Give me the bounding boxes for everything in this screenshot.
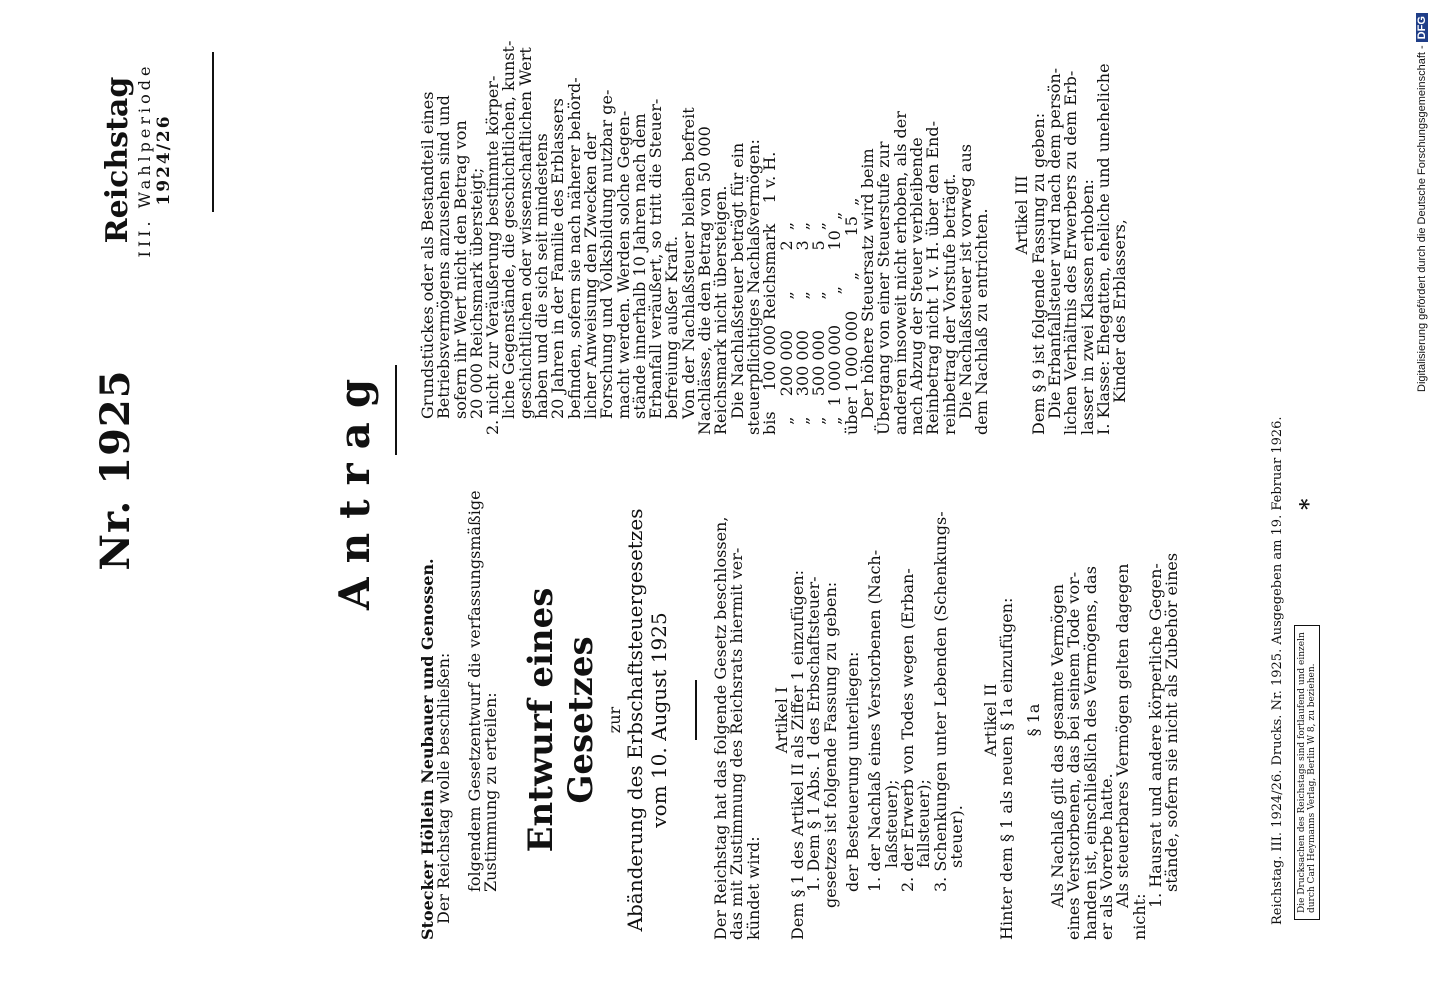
list-line: fallsteuer); <box>914 779 934 868</box>
paragraph-line: sofern ihr Wert nicht den Betrag von <box>450 120 470 419</box>
paragraph-line: eines Verstorbenen, das bei seinem Tode vor- <box>1064 571 1084 940</box>
paragraph-line: Die Erbanfallsteuer wird nach dem persön- <box>1044 67 1064 419</box>
period-years: 1924/26 <box>154 114 174 206</box>
list-line: befinden, sofern sie nach näherer behörd- <box>564 77 584 419</box>
paragraph-line: Reinbetrag nicht 1 v. H. über den End- <box>923 121 943 435</box>
tax-table-row: über 1 000 000 „ 15 „ <box>841 197 861 435</box>
paragraph-line: 20 000 Reichsmark übersteigt; <box>466 167 486 419</box>
left-column <box>418 490 1182 940</box>
list-line: steuer). <box>946 805 966 868</box>
paragraph-line: das mit Zustimmung des Reichsrats hiermit ver- <box>727 547 747 940</box>
list-line: laßsteuer); <box>881 779 901 868</box>
paragraph-line: lichen Verhältnis des Erwerbers zu dem Erb- <box>1061 70 1081 435</box>
paragraph-line: steuerpflichtiges Nachlaßvermögen: <box>743 139 763 435</box>
list-line: I. Klasse: Ehegatten, eheliche und uneheliche <box>1093 63 1113 435</box>
paragraph-line: Von der Nachlaßsteuer bleiben befreit <box>678 107 698 419</box>
separator-rule <box>695 680 697 740</box>
header-rule <box>212 52 214 212</box>
article-heading: Artikel I <box>771 686 791 754</box>
list-line: Forschung und Volksbildung nutzbar ge- <box>597 89 617 419</box>
digitization-text: Digitalisierung gefördert durch die Deutsche Forschungsgemeinschaft - <box>1416 45 1428 392</box>
section-heading: § 1a <box>1023 703 1043 737</box>
list-line: macht werden. Werden solche Gegen- <box>613 110 633 419</box>
paragraph-line: nach Abzug der Steuer verbleibende <box>906 137 926 435</box>
paragraph-line: anderen insoweit nicht erhoben, als der <box>890 111 910 435</box>
wahlperiode: III. Wahlperiode <box>135 62 154 258</box>
paragraph-line: reinbetrag der Vorstufe beträgt. <box>939 173 959 435</box>
tax-table-row: „ 1 000 000 „ 10 „ <box>825 211 845 435</box>
publisher-line: durch Carl Heymanns Verlag, Berlin W 8, zu beziehen. <box>1307 663 1317 913</box>
list-line: befreiung außer Kraft. <box>662 235 682 419</box>
right-column <box>420 0 1128 435</box>
reichstag-header <box>100 55 174 265</box>
list-line: 1. Hausrat und andere körperliche Gegen- <box>1145 563 1165 908</box>
paragraph-line: Nachlässe, die den Betrag von 50 000 <box>695 126 715 435</box>
paragraph-line: dem Nachlaß zu entrichten. <box>972 208 992 435</box>
publisher-line: Die Drucksachen des Reichstags sind fortlaufend und einzeln <box>1297 632 1307 913</box>
law-title: Entwurf eines Gesetzes <box>521 587 602 853</box>
footer-asterisk: * <box>1296 498 1322 510</box>
list-line: Erbanfall veräußert, so tritt die Steuer- <box>646 98 666 419</box>
paragraph-line: Als Nachlaß gilt das gesamte Vermögen <box>1048 584 1068 908</box>
paragraph-line: Der Reichstag wolle beschließen: <box>434 652 454 924</box>
paragraph-line: Als steuerbares Vermögen gelten dagegen <box>1113 563 1133 908</box>
applicants: Stoecker Höllein Neubauer und Genossen. <box>418 558 437 940</box>
paragraph-line: handen ist, einschließlich des Vermögens, das <box>1080 566 1100 940</box>
paragraph-line: Betriebsvermögens anzusehen sind und <box>434 95 454 419</box>
paragraph-line: kündet wird: <box>743 836 763 940</box>
tax-table-row: „ 300 000 „ 3 „ <box>792 221 812 435</box>
list-line: licher Anweisung den Zwecken der <box>580 132 600 419</box>
paragraph-line: Hinter dem § 1 als neuen § 1a einzufügen: <box>997 597 1017 940</box>
paragraph-line: Die Nachlaßsteuer ist vorweg aus <box>955 144 975 419</box>
tax-table-row: „ 500 000 „ 5 „ <box>809 221 829 435</box>
list-line: haben und die sich seit mindestens <box>532 133 552 419</box>
paragraph-line: gesetzes ist folgende Fassung zu geben: <box>820 581 840 908</box>
footer-line: Reichstag. III. 1924/26. Drucks. Nr. 1925. Ausgegeben am 19. Februar 1926. <box>1270 416 1285 925</box>
digitization-note <box>1416 13 1428 392</box>
paragraph-line: Der höhere Steuersatz wird beim <box>858 148 878 419</box>
document-number: Nr. 1925 <box>92 369 139 571</box>
antrag-rule <box>395 365 397 455</box>
publisher-box <box>1294 625 1320 920</box>
paragraph-line: folgendem Gesetzentwurf die verfassungsmäßige <box>464 490 484 892</box>
dfg-logo: DFG <box>1416 13 1428 42</box>
list-line: stände innerhalb 10 Jahren nach dem <box>629 113 649 419</box>
paragraph-line: Grundstückes oder als Bestandteil eines <box>418 91 437 419</box>
list-line: 2. der Erwerb von Todes wegen (Erban- <box>897 568 917 892</box>
document-type: Antrag <box>330 364 379 610</box>
paragraph-line: Zustimmung zu erteilen: <box>480 692 500 892</box>
list-line: 3. Schenkungen unter Lebenden (Schenkungs- <box>930 511 950 892</box>
paragraph-line: er als Vorerbe hatte. <box>1096 773 1116 940</box>
paragraph-line: Reichsmark nicht übersteigen. <box>711 185 731 435</box>
paragraph-line: Der Reichstag hat das folgende Gesetz beschlossen, <box>710 516 730 940</box>
law-subtitle: Abänderung des Erbschaftsteuergesetzes <box>623 508 648 932</box>
paragraph-line: Dem § 9 ist folgende Fassung zu geben: <box>1028 112 1048 435</box>
paragraph-line: nicht: <box>1129 893 1149 940</box>
paragraph-line: der Besteuerung unterliegen: <box>843 651 863 892</box>
tax-table-row: bis 100 000 Reichsmark 1 v. H. <box>760 151 780 435</box>
list-line: geschichtlichen oder wissenschaftlichen Wert <box>515 47 535 419</box>
article-heading: Artikel II <box>981 683 1001 757</box>
article-heading: Artikel III <box>1012 175 1032 255</box>
list-line: Kinder des Erblassers, <box>1110 219 1130 403</box>
law-date: vom 10. August 1925 <box>647 612 672 828</box>
list-line: liche Gegenstände, die geschichtlichen, kunst- <box>499 40 519 419</box>
reichstag-title: Reichstag <box>100 76 135 244</box>
paragraph-line: Übergang von einer Steuerstufe zur <box>874 141 894 435</box>
list-line: 2. nicht zur Veräußerung bestimmte körper- <box>483 75 503 435</box>
list-line: stände, sofern sie nicht als Zubehör eines <box>1162 552 1182 892</box>
paragraph-line: Die Nachlaßsteuer beträgt für ein <box>727 142 747 419</box>
tax-table-row: „ 200 000 „ 2 „ <box>776 221 796 435</box>
paragraph-line: lasser in zwei Klassen erhoben: <box>1077 179 1097 435</box>
paragraph-line: Dem § 1 des Artikel II als Ziffer 1 einzufügen: <box>788 569 808 940</box>
paragraph-line: zur <box>605 706 625 734</box>
paragraph-line: 1. Dem § 1 Abs. 1 des Erbschaftsteuer- <box>804 576 824 892</box>
list-line: 20 Jahren in der Familie des Erblassers <box>548 98 568 419</box>
list-line: 1. der Nachlaß eines Verstorbenen (Nach- <box>865 549 885 892</box>
